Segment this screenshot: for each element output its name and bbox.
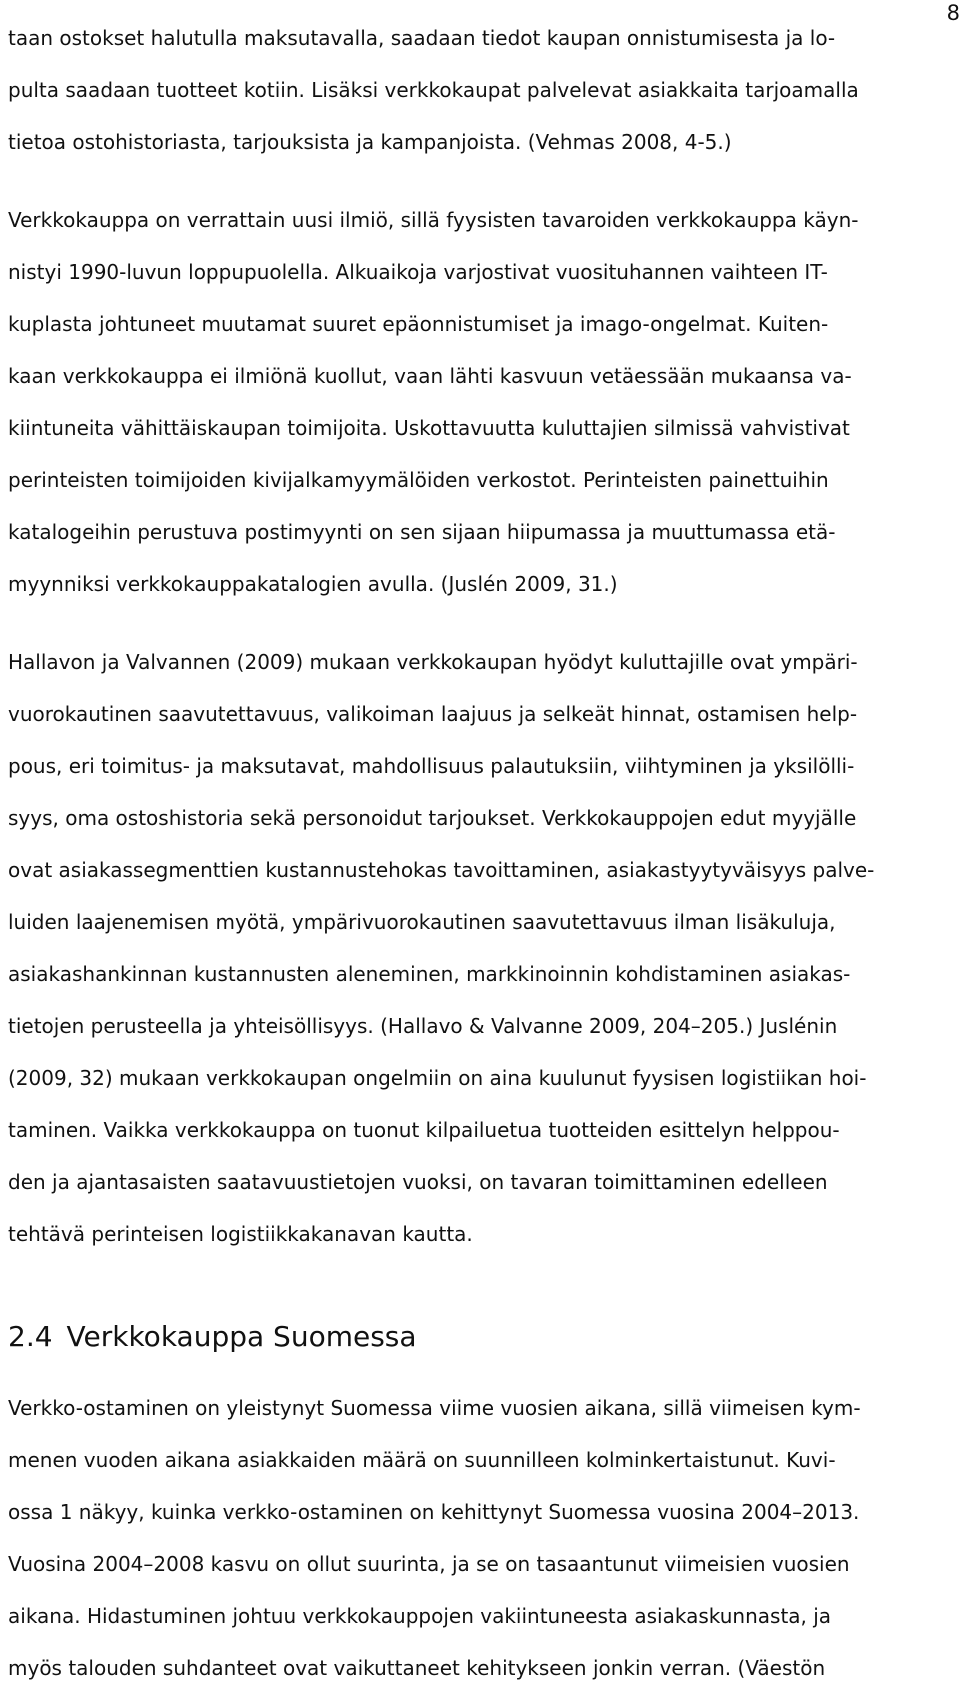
text-line: asiakashankinnan kustannusten aleneminen, markkinoinnin kohdistaminen asiakas-: [8, 962, 851, 986]
text-line: menen vuoden aikana asiakkaiden määrä on suunnilleen kolminkertaistunut. Kuvi-: [8, 1448, 836, 1472]
text-line: (2009, 32) mukaan verkkokaupan ongelmiin on aina kuulunut fyysisen logistiikan hoi-: [8, 1066, 867, 1090]
section-number: 2.4: [8, 1320, 53, 1353]
paragraph-spacer: [8, 1260, 940, 1314]
text-line: aikana. Hidastuminen johtuu verkkokauppojen vakiintuneesta asiakaskunnasta, ja: [8, 1604, 832, 1628]
text-line: kiintuneita vähittäiskaupan toimijoita. Uskottavuutta kuluttajien silmissä vahvistivat: [8, 416, 850, 440]
paragraph-ecommerce-history: [8, 194, 940, 610]
text-line: Vuosina 2004–2008 kasvu on ollut suurinta, ja se on tasaantunut viimeisien vuosien: [8, 1552, 850, 1576]
text-line: katalogeihin perustuva postimyynti on sen sijaan hiipumassa ja muuttumassa etä-: [8, 520, 836, 544]
text-line: kuplasta johtuneet muutamat suuret epäonnistumiset ja imago-ongelmat. Kuiten-: [8, 312, 829, 336]
section-title: Verkkokauppa Suomessa: [66, 1320, 417, 1353]
text-line: nistyi 1990-luvun loppupuolella. Alkuaikoja varjostivat vuosituhannen vaihteen IT-: [8, 260, 828, 284]
text-line: den ja ajantasaisten saatavuustietojen vuoksi, on tavaran toimittaminen edelleen: [8, 1170, 828, 1194]
text-line: perinteisten toimijoiden kivijalkamyymälöiden verkostot. Perinteisten painettuihin: [8, 468, 829, 492]
text-line: myynniksi verkkokauppakatalogien avulla. (Juslén 2009, 31.): [8, 572, 618, 596]
text-line: tietoa ostohistoriasta, tarjouksista ja kampanjoista. (Vehmas 2008, 4-5.): [8, 130, 732, 154]
paragraph-spacer: [8, 1360, 940, 1382]
paragraph-finland-online-shopping: [8, 1382, 940, 1694]
text-line: luiden laajenemisen myötä, ympärivuorokautinen saavutettavuus ilman lisäkuluja,: [8, 910, 836, 934]
paragraph-spacer: [8, 168, 940, 194]
section-heading: [8, 1314, 940, 1360]
paragraph-online-shopping-process: [8, 12, 940, 168]
text-line: taminen. Vaikka verkkokauppa on tuonut kilpailuetua tuotteiden esittelyn helppou-: [8, 1118, 840, 1142]
text-line: Hallavon ja Valvannen (2009) mukaan verkkokaupan hyödyt kuluttajille ovat ympäri-: [8, 650, 858, 674]
text-line: Verkkokauppa on verrattain uusi ilmiö, sillä fyysisten tavaroiden verkkokauppa käyn-: [8, 208, 859, 232]
text-line: kaan verkkokauppa ei ilmiönä kuollut, vaan lähti kasvuun vetäessään mukaansa va-: [8, 364, 852, 388]
page-number: 8: [946, 1, 960, 25]
paragraph-ecommerce-benefits: [8, 636, 940, 1260]
text-line: taan ostokset halutulla maksutavalla, saadaan tiedot kaupan onnistumisesta ja lo-: [8, 26, 836, 50]
text-line: pulta saadaan tuotteet kotiin. Lisäksi verkkokaupat palvelevat asiakkaita tarjoamalla: [8, 78, 859, 102]
text-line: syys, oma ostoshistoria sekä personoidut tarjoukset. Verkkokauppojen edut myyjälle: [8, 806, 857, 830]
text-line: pous, eri toimitus- ja maksutavat, mahdollisuus palautuksiin, viihtyminen ja yksilölli-: [8, 754, 855, 778]
text-line: vuorokautinen saavutettavuus, valikoiman laajuus ja selkeät hinnat, ostamisen help-: [8, 702, 858, 726]
text-line: ovat asiakassegmenttien kustannustehokas tavoittaminen, asiakastyytyväisyys palve-: [8, 858, 875, 882]
text-line: ossa 1 näkyy, kuinka verkko-ostaminen on kehittynyt Suomessa vuosina 2004–2013.: [8, 1500, 860, 1524]
document-body: [8, 12, 940, 1694]
text-line: myös talouden suhdanteet ovat vaikuttaneet kehitykseen jonkin verran. (Väestön: [8, 1656, 826, 1680]
text-line: tietojen perusteella ja yhteisöllisyys. (Hallavo & Valvanne 2009, 204–205.) Juslénin: [8, 1014, 838, 1038]
text-line: Verkko-ostaminen on yleistynyt Suomessa viime vuosien aikana, sillä viimeisen kym-: [8, 1396, 861, 1420]
text-line: tehtävä perinteisen logistiikkakanavan kautta.: [8, 1222, 473, 1246]
paragraph-spacer: [8, 610, 940, 636]
